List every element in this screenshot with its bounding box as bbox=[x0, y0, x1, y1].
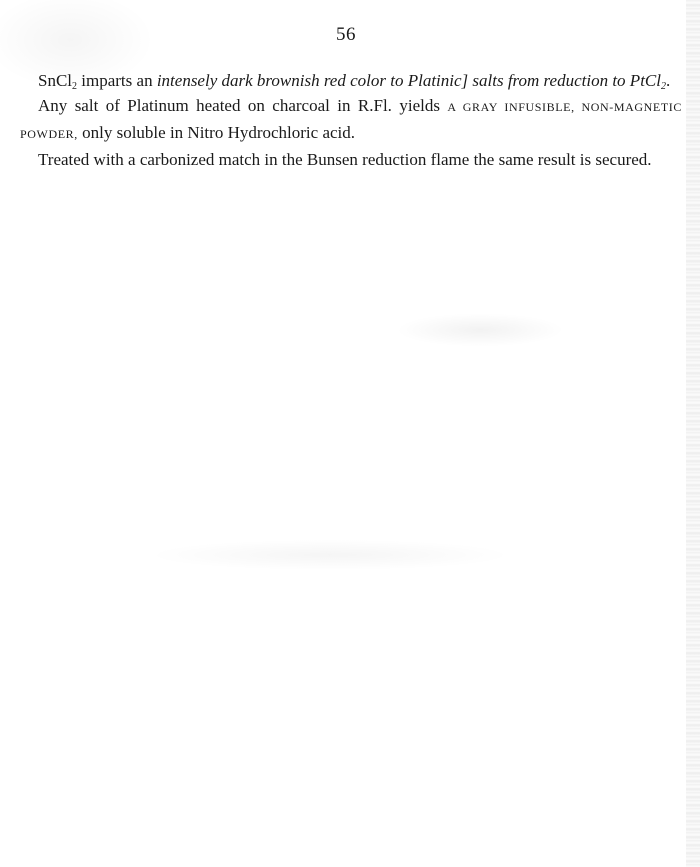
formula-subscript: 2 bbox=[72, 81, 78, 92]
paragraph-charcoal-test bbox=[20, 93, 682, 147]
body-text bbox=[20, 68, 682, 172]
smallcaps-phrase: A GRAY INFUSIBLE, NON-MAGNETIC POWDER, bbox=[20, 100, 682, 141]
paragraph-stannous-chloride bbox=[20, 68, 682, 93]
paragraph-bunsen-test: Treated with a carbonized match in the Bunsen reduction flame the same result is secured. bbox=[38, 150, 652, 169]
paragraph-text: only soluble in Nitro Hydrochloric acid. bbox=[77, 123, 356, 142]
paragraph-text: imparts an bbox=[77, 71, 157, 90]
formula-subscript: 2 bbox=[660, 81, 666, 92]
paragraph-text: Any salt of Platinum heated on charcoal in R.Fl. yields bbox=[38, 96, 448, 115]
paragraph-end: . bbox=[665, 71, 671, 90]
italic-phrase: intensely dark brownish red color to Platinic] salts from reduction to PtCl bbox=[156, 71, 661, 90]
page-edge-shadow bbox=[686, 0, 700, 867]
page-number: 56 bbox=[336, 24, 356, 45]
formula-sncl: SnCl bbox=[38, 71, 73, 90]
